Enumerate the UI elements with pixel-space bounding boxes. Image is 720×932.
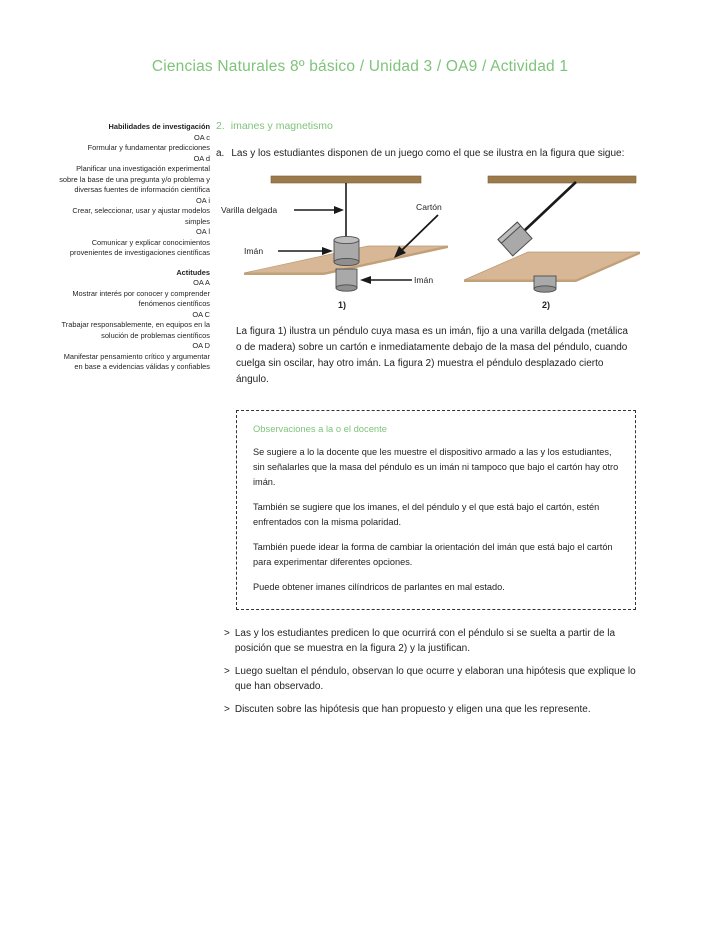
list-item [224,664,644,695]
arrow-iman-right-head [360,276,371,284]
pendulum-figure [216,168,644,318]
section-number: 2. [216,120,225,132]
sidebar-code: OA A [193,278,210,288]
pendulum-figure-svg [216,168,644,318]
sidebar-code: OA l [196,227,210,237]
chevron-right-icon: > [224,665,230,677]
activity-steps-list [224,626,644,718]
sidebar-text: Trabajar responsablemente, en equipos en la solución de problemas científicos [61,320,210,340]
sidebar-group-habilidades [58,122,210,259]
pendulum-rod-2-shape [524,182,576,231]
sidebar-code: OA C [192,309,210,319]
sidebar-text: Formular y fundamentar predicciones [87,143,210,153]
figure-label-varilla: Varilla delgada [221,204,278,215]
support-beam-2-shape [488,176,636,183]
observations-paragraph: También se sugiere que los imanes, el del péndulo y el que está bajo el cartón, estén enfrentados con la misma polaridad. [253,501,600,527]
sidebar-text: Crear, seleccionar, usar y ajustar modelos simples [72,206,210,226]
activity-item-text: Las y los estudiantes disponen de un juego como el que se ilustra en la figura que sigue: [231,148,625,159]
figure-label-carton: Cartón [416,201,442,212]
magnet-upper-1-bottom [334,258,359,265]
support-beam-1-shape [271,176,421,183]
observations-paragraph: También puede idear la forma de cambiar la orientación del imán que está bajo el cartón para experimentar diferentes opciones. [253,541,613,567]
magnet-lower-1-bottom [336,284,357,290]
chevron-right-icon: > [224,627,230,639]
sidebar-text: Mostrar interés por conocer y comprender fenómenos científicos [72,288,210,309]
main-content [216,120,644,724]
page-header-breadcrumb: Ciencias Naturales 8º básico / Unidad 3 / OA9 / Actividad 1 [151,58,569,75]
list-item [224,626,644,657]
observations-paragraph: Puede obtener imanes cilíndricos de parlantes en mal estado. [253,581,505,592]
figure-description-paragraph: La figura 1) ilustra un péndulo cuya masa es un imán, fijo a una varilla delgada (metálica o de madera) sobre un cartón e inmediatamente debajo de la masa del péndulo, cuando cuelga sin oscilar, hay otro imán. La figura 2) muestra el péndulo desplazado cierto ángulo. [236,325,628,386]
figure-caption-2: 2) [542,299,551,310]
sidebar-group-actitudes [58,268,210,373]
objectives-sidebar [58,122,210,373]
sidebar-spacer [58,259,210,268]
observations-paragraph: Se sugiere a lo la docente que les muestre el dispositivo armado a las y los estudiantes, sin señalarles que la masa del péndulo es un imán ni tampoco que bajo el cartón hay otro imán. [253,447,619,488]
figure-label-iman-left: Imán [244,245,264,256]
list-item-text: Las y los estudiantes predicen lo que ocurrirá con el péndulo si se suelta a partir de la posición que se muestra en la figura 2) y la justifican. [234,627,616,654]
magnet-lower-2-bottom [534,285,556,291]
observations-title: Observaciones a la o el docente [253,423,387,435]
sidebar-text: Planificar una investigación experimental sobre la base de una pregunta y/o problema y diversas fuentes de información científica [59,164,210,195]
magnet-upper-1-top [334,236,359,243]
sidebar-code: OA i [196,195,210,205]
section-title-text: imanes y magnetismo [230,120,333,132]
sidebar-text: Manifestar pensamiento crítico y argumentar en base a evidencias válidas y confiables [63,351,210,372]
sidebar-text: Comunicar y explicar conocimientos provenientes de investigaciones científicas [69,237,210,258]
section-title [216,120,644,132]
list-item-text: Luego sueltan el péndulo, observan lo que ocurre y elaboran una hipótesis que explique lo que han observado. [234,665,636,692]
sidebar-group-heading: Actitudes [176,267,210,277]
list-item-text: Discuten sobre las hipótesis que han propuesto y eligen una que les represente. [234,703,591,715]
sidebar-group-heading: Habilidades de investigación [108,122,210,131]
figure-label-iman-right: Imán [414,274,434,285]
activity-item-a [216,146,644,162]
arrow-varilla-head [334,206,344,214]
sidebar-code: OA d [193,153,210,163]
teacher-observations-box [236,410,636,609]
sidebar-code: OA c [193,132,210,142]
list-item [224,702,644,718]
activity-item-label: a. [216,148,225,159]
figure-caption-1: 1) [338,299,347,310]
sidebar-code: OA D [192,341,210,351]
chevron-right-icon: > [224,703,230,715]
